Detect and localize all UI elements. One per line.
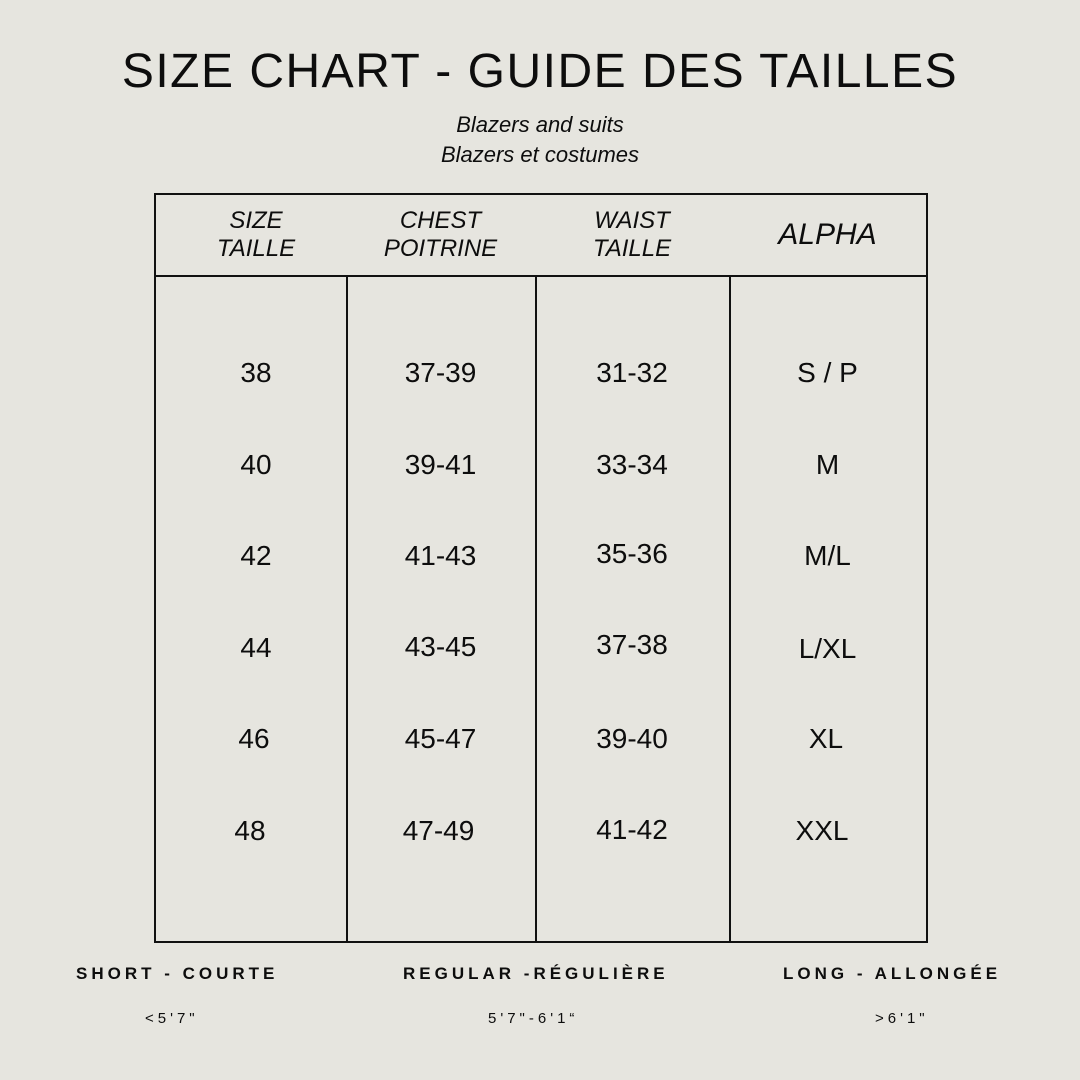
cell-alpha: L/XL bbox=[798, 633, 857, 664]
cell-chest: 37-39 bbox=[404, 357, 477, 388]
page-title: SIZE CHART - GUIDE DES TAILLES bbox=[121, 45, 959, 98]
fit-long-range: >6'1" bbox=[875, 1010, 929, 1027]
fit-regular-range: 5'7"-6'1“ bbox=[488, 1010, 579, 1027]
header-size bbox=[156, 195, 356, 275]
cell-chest: 41-43 bbox=[404, 540, 477, 571]
cell-waist: 31-32 bbox=[596, 357, 668, 388]
subtitle-french: Blazers et costumes bbox=[440, 142, 640, 167]
fit-short-label: SHORT - COURTE bbox=[76, 964, 279, 983]
subtitle-english: Blazers and suits bbox=[456, 112, 624, 137]
header-size-fr: TAILLE bbox=[216, 235, 296, 262]
fit-regular-label: REGULAR -RÉGULIÈRE bbox=[403, 964, 669, 983]
cell-waist: 37-38 bbox=[596, 629, 668, 660]
header-waist bbox=[535, 195, 729, 275]
cell-size: 38 bbox=[240, 357, 272, 388]
header-alpha bbox=[729, 195, 926, 275]
cell-chest: 43-45 bbox=[404, 631, 477, 662]
header-size-en: SIZE bbox=[229, 207, 283, 234]
cell-size: 46 bbox=[238, 723, 270, 754]
fit-long-label: LONG - ALLONGÉE bbox=[783, 964, 1002, 983]
cell-size: 40 bbox=[240, 449, 272, 480]
header-waist-fr: TAILLE bbox=[592, 235, 672, 262]
cell-chest: 47-49 bbox=[402, 815, 475, 846]
header-chest-fr: POITRINE bbox=[383, 235, 498, 262]
cell-size: 44 bbox=[240, 632, 272, 663]
size-table bbox=[154, 193, 928, 943]
cell-alpha: XXL bbox=[795, 815, 849, 846]
cell-alpha: M bbox=[815, 449, 840, 480]
cell-waist: 39-40 bbox=[596, 723, 668, 754]
cell-alpha: XL bbox=[808, 723, 844, 754]
cell-waist: 35-36 bbox=[596, 538, 668, 569]
header-chest-en: CHEST bbox=[399, 207, 482, 234]
cell-chest: 39-41 bbox=[404, 449, 477, 480]
header-chest bbox=[346, 195, 535, 275]
cell-waist: 41-42 bbox=[596, 814, 668, 845]
cell-chest: 45-47 bbox=[404, 723, 477, 754]
cell-waist: 33-34 bbox=[596, 449, 668, 480]
fit-short-range: <5'7" bbox=[145, 1010, 199, 1027]
cell-alpha: S / P bbox=[797, 357, 858, 388]
cell-size: 48 bbox=[234, 815, 266, 846]
header-alpha-label: ALPHA bbox=[778, 218, 877, 251]
cell-size: 42 bbox=[240, 540, 272, 571]
header-waist-en: WAIST bbox=[594, 207, 670, 234]
cell-alpha: M/L bbox=[804, 540, 851, 571]
header-divider bbox=[156, 275, 926, 277]
